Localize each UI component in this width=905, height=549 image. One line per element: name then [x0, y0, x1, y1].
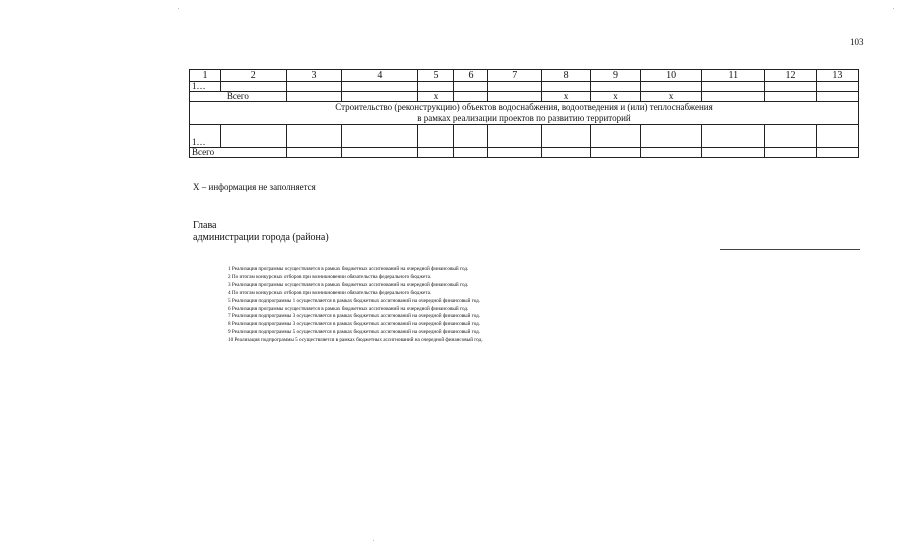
table-cell: [220, 125, 286, 148]
table-cell: [640, 148, 702, 158]
table-cell: [591, 125, 640, 148]
table-cell: [418, 125, 454, 148]
column-header: 10: [640, 70, 702, 82]
data-table: [189, 69, 859, 158]
section-title-line1: Строительство (реконструкцию) объектов водоснабжения, водоотведения и (или) теплоснабжения: [335, 102, 713, 112]
scan-speck: [893, 8, 894, 9]
column-header: 8: [541, 70, 590, 82]
column-header: 1: [190, 70, 221, 82]
table-cell: x: [591, 92, 640, 102]
table-cell: [286, 92, 342, 102]
table-cell: [816, 125, 858, 148]
footnote: 7 Реализация подпрограммы 3 осуществляется в рамках бюджетных ассигнований на очередной финансовый год.: [228, 313, 481, 320]
table-cell: [702, 125, 765, 148]
table-cell: [286, 148, 342, 158]
footnote: 4 По итогам конкурсных отборов при возникновении обязательства федерального бюджета.: [228, 289, 432, 296]
page-number: 103: [850, 37, 864, 47]
footnote: 1 Реализация программы осуществляется в рамках бюджетных ассигнований на очередной финансовый год.: [228, 266, 469, 272]
total-label: Всего: [190, 148, 287, 158]
table-cell: [220, 82, 286, 92]
table-cell: [765, 125, 816, 148]
column-header: 11: [702, 70, 765, 82]
column-header: 13: [816, 70, 858, 82]
footnote: 5 Реализация подпрограммы 1 осуществляется в рамках бюджетных ассигнований на очередной финансовый год.: [228, 297, 481, 304]
row-label: 1…: [190, 125, 221, 148]
table-cell: [765, 92, 816, 102]
column-header: 5: [418, 70, 454, 82]
table-cell: [541, 82, 590, 92]
section-title: [190, 102, 859, 125]
table-cell: [591, 82, 640, 92]
table-cell: [418, 82, 454, 92]
table-cell: [816, 82, 858, 92]
table-cell: [816, 148, 858, 158]
footnote: 6 Реализация программы осуществляется в рамках бюджетных ассигнований на очередной финансовый год.: [228, 305, 469, 312]
footnote: 3 Реализация программы осуществляется в рамках бюджетных ассигнований на очередной финансовый год.: [228, 281, 469, 288]
table-cell: [591, 148, 640, 158]
table-cell: [342, 125, 418, 148]
signature-block: [193, 220, 329, 244]
table-cell: [454, 125, 488, 148]
section-header-row: [190, 102, 859, 125]
table-cell: x: [418, 92, 454, 102]
table-cell: [342, 148, 418, 158]
row-label: 1…: [190, 82, 221, 92]
signature-title: Глава: [193, 220, 217, 231]
table-cell: x: [541, 92, 590, 102]
table-cell: [342, 82, 418, 92]
signature-org: администрации города (района): [193, 232, 329, 243]
footnote: 10 Реализация подпрограммы 5 осуществляется в рамках бюджетных ассигнований на очередной финансовый год.: [228, 337, 483, 344]
table-cell: [286, 125, 342, 148]
table-cell: [454, 148, 488, 158]
signature-line: [720, 249, 860, 250]
table-cell: [342, 92, 418, 102]
table-cell: [702, 148, 765, 158]
column-header: 12: [765, 70, 816, 82]
footnotes: [228, 266, 483, 345]
footnote: 2 По итогам конкурсных отборов при возникновении обязательства федерального бюджета.: [228, 273, 432, 280]
table-cell: [488, 82, 542, 92]
column-header: 3: [286, 70, 342, 82]
table-row: [190, 82, 859, 92]
scan-speck: [373, 540, 374, 541]
table-cell: [454, 82, 488, 92]
table-cell: [488, 92, 542, 102]
column-header: 2: [220, 70, 286, 82]
column-header: 7: [488, 70, 542, 82]
table-note: Х – информация не заполняется: [193, 182, 316, 192]
table-cell: [702, 92, 765, 102]
table-cell: [765, 82, 816, 92]
table-cell: [541, 148, 590, 158]
scan-speck: [178, 8, 179, 9]
table-header-row: [190, 70, 859, 82]
table-cell: [488, 148, 542, 158]
table-cell: [702, 82, 765, 92]
column-header: 4: [342, 70, 418, 82]
footnote: 9 Реализация подпрограммы 5 осуществляется в рамках бюджетных ассигнований на очередной финансовый год.: [228, 329, 481, 336]
table-row-total: [190, 148, 859, 158]
table-cell: [454, 92, 488, 102]
table-cell: [640, 125, 702, 148]
table-row: [190, 125, 859, 148]
table-cell: [286, 82, 342, 92]
table-cell: x: [640, 92, 702, 102]
table-cell: [418, 148, 454, 158]
footnote: 8 Реализация подпрограммы 3 осуществляется в рамках бюджетных ассигнований на очередной финансовый год.: [228, 321, 481, 328]
table-row-total: [190, 92, 859, 102]
table-cell: [541, 125, 590, 148]
total-label: Всего: [190, 92, 287, 102]
table-cell: [640, 82, 702, 92]
table-cell: [816, 92, 858, 102]
column-header: 9: [591, 70, 640, 82]
section-title-line2: в рамках реализации проектов по развитию территорий: [417, 113, 631, 123]
table-cell: [765, 148, 816, 158]
column-header: 6: [454, 70, 488, 82]
table-cell: [488, 125, 542, 148]
